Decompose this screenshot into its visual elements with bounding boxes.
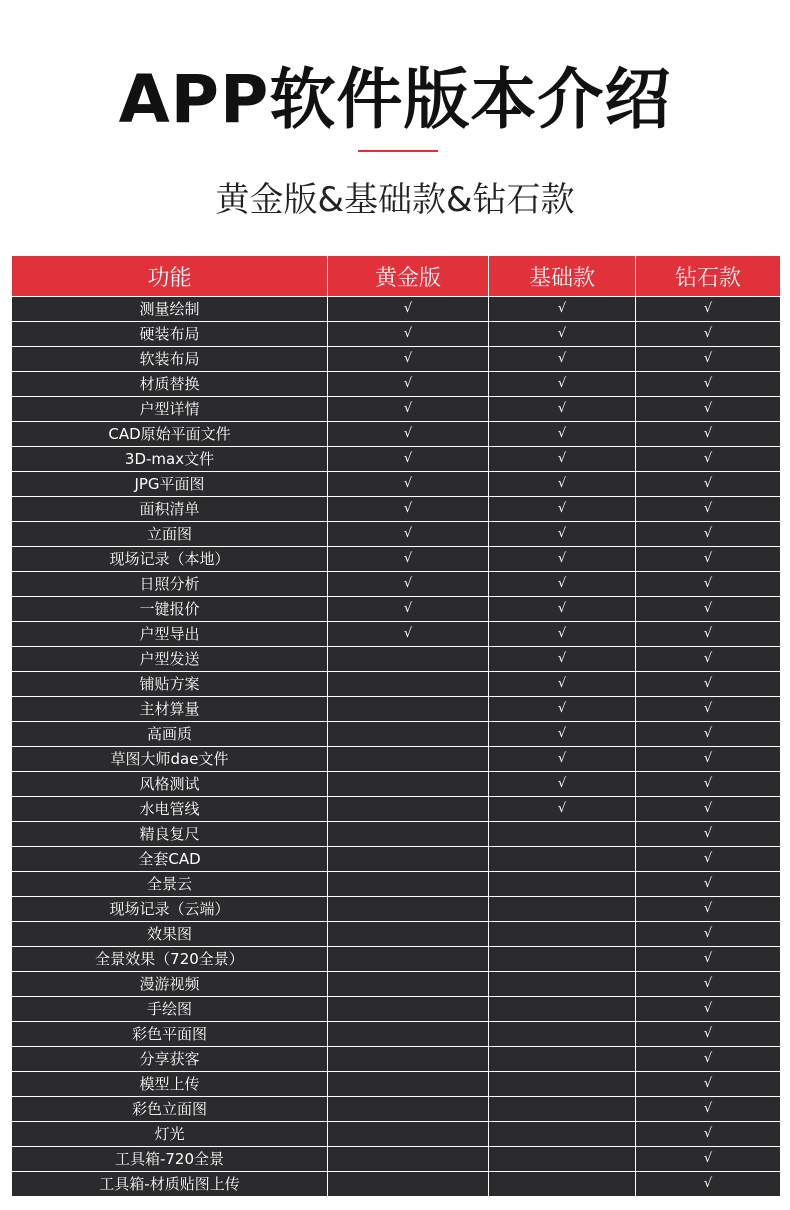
table-row — [12, 1122, 781, 1147]
table-row — [12, 697, 781, 722]
feature-cell: 效果图 — [12, 922, 328, 947]
table-row — [12, 772, 781, 797]
basic-check-cell — [489, 1122, 636, 1147]
gold-check-cell — [328, 1097, 489, 1122]
title-divider — [358, 150, 438, 152]
feature-cell: 全景云 — [12, 872, 328, 897]
table-body — [12, 297, 781, 1197]
gold-check-cell — [328, 747, 489, 772]
feature-cell: 现场记录（云端） — [12, 897, 328, 922]
feature-cell: 灯光 — [12, 1122, 328, 1147]
basic-check-cell — [489, 947, 636, 972]
basic-check-cell: √ — [489, 622, 636, 647]
gold-check-cell — [328, 872, 489, 897]
diamond-check-cell: √ — [636, 772, 781, 797]
table-row — [12, 872, 781, 897]
feature-cell: 水电管线 — [12, 797, 328, 822]
basic-check-cell — [489, 822, 636, 847]
diamond-check-cell: √ — [636, 1097, 781, 1122]
gold-check-cell — [328, 847, 489, 872]
diamond-check-cell: √ — [636, 547, 781, 572]
basic-check-cell — [489, 872, 636, 897]
gold-check-cell: √ — [328, 397, 489, 422]
diamond-check-cell: √ — [636, 622, 781, 647]
table-row — [12, 1072, 781, 1097]
table-row — [12, 497, 781, 522]
basic-check-cell: √ — [489, 547, 636, 572]
header-feature: 功能 — [12, 256, 328, 297]
gold-check-cell — [328, 647, 489, 672]
table-row — [12, 822, 781, 847]
diamond-check-cell: √ — [636, 1022, 781, 1047]
diamond-check-cell: √ — [636, 672, 781, 697]
feature-cell: 日照分析 — [12, 572, 328, 597]
feature-cell: 测量绘制 — [12, 297, 328, 322]
table-row — [12, 722, 781, 747]
feature-cell: 3D-max文件 — [12, 447, 328, 472]
table-row — [12, 447, 781, 472]
diamond-check-cell: √ — [636, 297, 781, 322]
feature-cell: 彩色立面图 — [12, 1097, 328, 1122]
diamond-check-cell: √ — [636, 347, 781, 372]
table-row — [12, 647, 781, 672]
basic-check-cell — [489, 1022, 636, 1047]
header-gold: 黄金版 — [328, 256, 489, 297]
diamond-check-cell: √ — [636, 947, 781, 972]
basic-check-cell: √ — [489, 647, 636, 672]
feature-cell: 风格测试 — [12, 772, 328, 797]
diamond-check-cell: √ — [636, 1047, 781, 1072]
basic-check-cell — [489, 1072, 636, 1097]
basic-check-cell: √ — [489, 472, 636, 497]
basic-check-cell: √ — [489, 422, 636, 447]
diamond-check-cell: √ — [636, 1147, 781, 1172]
diamond-check-cell: √ — [636, 922, 781, 947]
basic-check-cell: √ — [489, 397, 636, 422]
gold-check-cell — [328, 822, 489, 847]
table-row — [12, 1147, 781, 1172]
page-title: APP软件版本介绍 — [118, 61, 672, 138]
basic-check-cell: √ — [489, 522, 636, 547]
basic-check-cell: √ — [489, 597, 636, 622]
gold-check-cell: √ — [328, 297, 489, 322]
table-row — [12, 972, 781, 997]
basic-check-cell — [489, 922, 636, 947]
basic-check-cell: √ — [489, 347, 636, 372]
basic-check-cell — [489, 997, 636, 1022]
feature-cell: 高画质 — [12, 722, 328, 747]
diamond-check-cell: √ — [636, 897, 781, 922]
table-row — [12, 547, 781, 572]
gold-check-cell — [328, 997, 489, 1022]
gold-check-cell: √ — [328, 447, 489, 472]
basic-check-cell: √ — [489, 372, 636, 397]
feature-cell: 主材算量 — [12, 697, 328, 722]
diamond-check-cell: √ — [636, 322, 781, 347]
table-row — [12, 1022, 781, 1047]
diamond-check-cell: √ — [636, 647, 781, 672]
header-basic: 基础款 — [489, 256, 636, 297]
diamond-check-cell: √ — [636, 847, 781, 872]
gold-check-cell — [328, 722, 489, 747]
feature-cell: 一键报价 — [12, 597, 328, 622]
feature-cell: JPG平面图 — [12, 472, 328, 497]
gold-check-cell: √ — [328, 597, 489, 622]
basic-check-cell: √ — [489, 322, 636, 347]
feature-cell: CAD原始平面文件 — [12, 422, 328, 447]
table-row — [12, 372, 781, 397]
gold-check-cell — [328, 772, 489, 797]
feature-cell: 软装布局 — [12, 347, 328, 372]
gold-check-cell — [328, 1072, 489, 1097]
table-row — [12, 797, 781, 822]
gold-check-cell — [328, 1172, 489, 1197]
gold-check-cell: √ — [328, 372, 489, 397]
gold-check-cell: √ — [328, 497, 489, 522]
diamond-check-cell: √ — [636, 522, 781, 547]
table-row — [12, 672, 781, 697]
table-row — [12, 322, 781, 347]
gold-check-cell — [328, 947, 489, 972]
diamond-check-cell: √ — [636, 872, 781, 897]
basic-check-cell: √ — [489, 447, 636, 472]
diamond-check-cell: √ — [636, 722, 781, 747]
diamond-check-cell: √ — [636, 747, 781, 772]
gold-check-cell — [328, 797, 489, 822]
gold-check-cell: √ — [328, 322, 489, 347]
diamond-check-cell: √ — [636, 997, 781, 1022]
gold-check-cell: √ — [328, 572, 489, 597]
basic-check-cell: √ — [489, 497, 636, 522]
basic-check-cell: √ — [489, 572, 636, 597]
diamond-check-cell: √ — [636, 1172, 781, 1197]
diamond-check-cell: √ — [636, 1122, 781, 1147]
table-row — [12, 1097, 781, 1122]
table-row — [12, 397, 781, 422]
table-row — [12, 1172, 781, 1197]
basic-check-cell — [489, 1172, 636, 1197]
feature-cell: 草图大师dae文件 — [12, 747, 328, 772]
gold-check-cell: √ — [328, 622, 489, 647]
feature-cell: 全套CAD — [12, 847, 328, 872]
gold-check-cell — [328, 697, 489, 722]
table-row — [12, 747, 781, 772]
table-row — [12, 422, 781, 447]
table-row — [12, 622, 781, 647]
basic-check-cell: √ — [489, 672, 636, 697]
feature-cell: 户型详情 — [12, 397, 328, 422]
gold-check-cell — [328, 972, 489, 997]
page-subtitle: 黄金版&基础款&钻石款 — [215, 180, 575, 220]
basic-check-cell: √ — [489, 747, 636, 772]
diamond-check-cell: √ — [636, 397, 781, 422]
feature-cell: 全景效果（720全景） — [12, 947, 328, 972]
gold-check-cell — [328, 922, 489, 947]
diamond-check-cell: √ — [636, 372, 781, 397]
gold-check-cell — [328, 1047, 489, 1072]
gold-check-cell: √ — [328, 347, 489, 372]
feature-cell: 铺贴方案 — [12, 672, 328, 697]
diamond-check-cell: √ — [636, 697, 781, 722]
table-row — [12, 897, 781, 922]
diamond-check-cell: √ — [636, 597, 781, 622]
gold-check-cell — [328, 1022, 489, 1047]
table-row — [12, 472, 781, 497]
basic-check-cell — [489, 897, 636, 922]
header-diamond: 钻石款 — [636, 256, 781, 297]
table-row — [12, 297, 781, 322]
basic-check-cell — [489, 847, 636, 872]
basic-check-cell — [489, 1097, 636, 1122]
feature-cell: 分享获客 — [12, 1047, 328, 1072]
diamond-check-cell: √ — [636, 797, 781, 822]
gold-check-cell — [328, 672, 489, 697]
table-row — [12, 347, 781, 372]
gold-check-cell — [328, 1122, 489, 1147]
gold-check-cell: √ — [328, 472, 489, 497]
feature-cell: 面积清单 — [12, 497, 328, 522]
feature-cell: 彩色平面图 — [12, 1022, 328, 1047]
version-comparison-table — [11, 255, 781, 1197]
gold-check-cell: √ — [328, 522, 489, 547]
basic-check-cell: √ — [489, 797, 636, 822]
basic-check-cell: √ — [489, 697, 636, 722]
feature-cell: 模型上传 — [12, 1072, 328, 1097]
basic-check-cell: √ — [489, 722, 636, 747]
feature-cell: 工具箱-720全景 — [12, 1147, 328, 1172]
diamond-check-cell: √ — [636, 972, 781, 997]
gold-check-cell: √ — [328, 422, 489, 447]
feature-cell: 硬装布局 — [12, 322, 328, 347]
table-row — [12, 922, 781, 947]
feature-cell: 材质替换 — [12, 372, 328, 397]
feature-cell: 工具箱-材质贴图上传 — [12, 1172, 328, 1197]
feature-cell: 现场记录（本地） — [12, 547, 328, 572]
table-row — [12, 847, 781, 872]
diamond-check-cell: √ — [636, 497, 781, 522]
diamond-check-cell: √ — [636, 472, 781, 497]
diamond-check-cell: √ — [636, 822, 781, 847]
basic-check-cell — [489, 1147, 636, 1172]
gold-check-cell: √ — [328, 547, 489, 572]
table-row — [12, 997, 781, 1022]
table-row — [12, 1047, 781, 1072]
basic-check-cell: √ — [489, 297, 636, 322]
diamond-check-cell: √ — [636, 1072, 781, 1097]
feature-cell: 户型导出 — [12, 622, 328, 647]
table-row — [12, 572, 781, 597]
diamond-check-cell: √ — [636, 572, 781, 597]
table-row — [12, 522, 781, 547]
table-row — [12, 947, 781, 972]
feature-cell: 精良复尺 — [12, 822, 328, 847]
diamond-check-cell: √ — [636, 447, 781, 472]
table-row — [12, 597, 781, 622]
table-header-row — [12, 256, 781, 297]
feature-cell: 漫游视频 — [12, 972, 328, 997]
feature-cell: 手绘图 — [12, 997, 328, 1022]
feature-cell: 户型发送 — [12, 647, 328, 672]
gold-check-cell — [328, 1147, 489, 1172]
gold-check-cell — [328, 897, 489, 922]
diamond-check-cell: √ — [636, 422, 781, 447]
basic-check-cell — [489, 1047, 636, 1072]
basic-check-cell — [489, 972, 636, 997]
basic-check-cell: √ — [489, 772, 636, 797]
feature-cell: 立面图 — [12, 522, 328, 547]
